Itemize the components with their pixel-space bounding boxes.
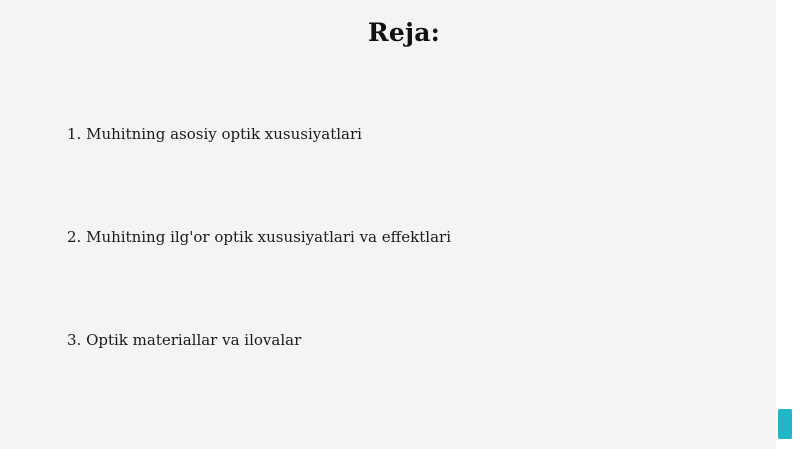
plan-item-1: 1. Muhitning asosiy optik xususiyatlari	[67, 125, 362, 143]
scrollbar-track[interactable]	[776, 0, 800, 449]
plan-item-2: 2. Muhitning ilg'or optik xususiyatlari va effektlari	[67, 228, 451, 246]
plan-item-3: 3. Optik materiallar va ilovalar	[67, 331, 302, 349]
scrollbar-thumb[interactable]	[778, 409, 792, 439]
slide-title: Reja:	[367, 18, 441, 47]
